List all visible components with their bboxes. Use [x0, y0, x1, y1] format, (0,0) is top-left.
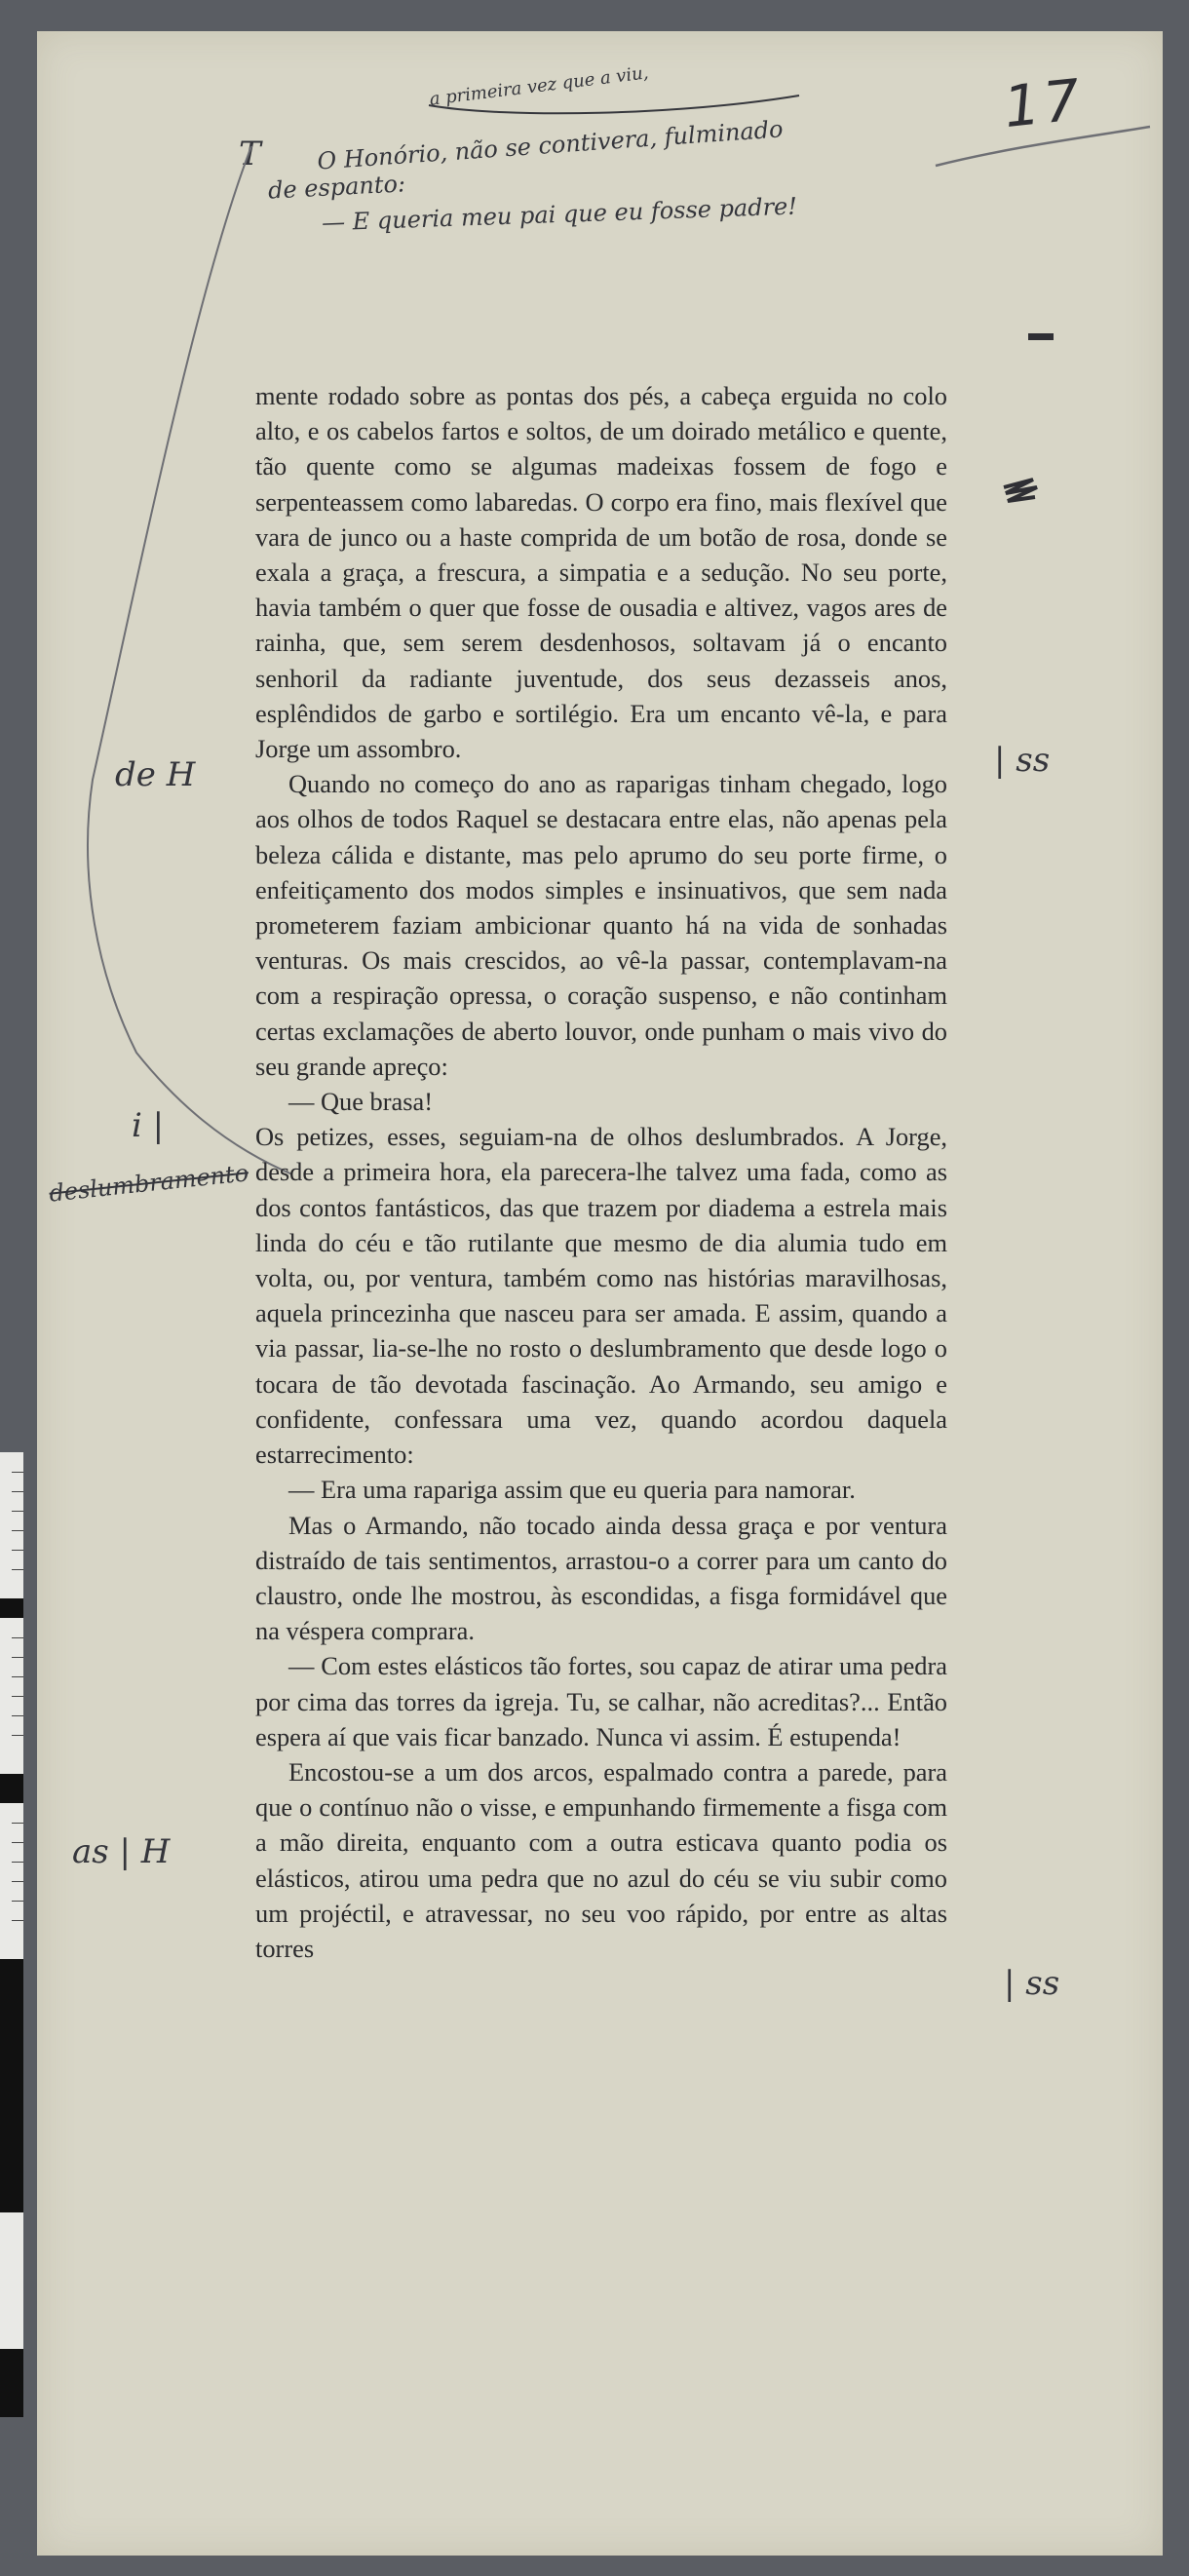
insertion-mark: T [239, 135, 261, 173]
margin-note-struck: deslumbramento [48, 1159, 250, 1208]
margin-note-as-h: as | H [72, 1832, 171, 1871]
margin-note-ss-2: | ss [1004, 1964, 1060, 2003]
margin-dash-mark [1028, 333, 1054, 340]
dialogue-line: — Era uma rapariga assim que eu queria para namorar. [288, 1475, 856, 1505]
insertion-caret [429, 96, 799, 113]
paragraph: mente rodado sobre as pontas dos pés, a cabeça erguida no colo alto, e os cabelos fartos e soltos, de um doirado metálico e quente, tão quente como se algumas madeixas fossem de fogo e serpenteassem como labaredas. O corpo era fino, mais flexível que vara de junco ou a haste comprida de um botão de rosa, donde se exala a graça, a frescura, a simpatia e a sedução. No seu porte, havia também o quer que fosse de ousadia e altivez, vagos ares de rainha, que, sem serem desdenhosos, soltavam já o encanto senhoril da radiante juventude, dos seus dezasseis anos, esplêndidos de garbo e sortilégio. Era um encanto vê-la, e para Jorge um assombro. [255, 381, 947, 764]
folio-number: 17 [1000, 65, 1088, 141]
dialogue-line: — Com estes elásticos tão fortes, sou capaz de atirar uma pedra por cima das torres da igreja. Tu, se calhar, não acreditas?... Então espera aí que vais ficar banzado. Nunca vi assim. É estupenda! [255, 1651, 947, 1751]
insertion-underline-stroke [936, 127, 1150, 166]
insertion-line-3: — E queria meu pai que eu fosse padre! [321, 192, 798, 237]
dialogue-line: — Que brasa! [288, 1087, 434, 1117]
insertion-line-1: O Honório, não se contivera, fulminado [316, 115, 785, 175]
paragraph: Encostou-se a um dos arcos, espalmado contra a parede, para que o contínuo não o visse, e empunhando firmemente a fisga com a mão direita, enquanto com a outra esticava quanto podia os elásticos, atirou uma pedra que no azul do céu se viu subir como um projéctil, e atravessar, no seu voo rápido, por entre as altas torres [255, 1756, 947, 1963]
margin-note-de-h: de H [115, 755, 196, 794]
margin-scribble [1004, 480, 1037, 501]
typeset-text-body [255, 378, 947, 1966]
paragraph: Quando no começo do ano as raparigas tinham chegado, logo aos olhos de todos Raquel se destacara entre elas, não apenas pela beleza cálida e distante, mas pelo aprumo do seu porte firme, o enfeitiçamento dos modos simples e insinuativos, que sem nada prometerem faziam ambicionar quanto há na vida de sonhadas venturas. Os mais crescidos, ao vê-la passar, contemplavam-na com a respiração opressa, o coração suspenso, e não continham certas exclamações de aberto louvor, onde punham o mais vivo do seu grande apreço: [255, 769, 947, 1081]
paragraph: Mas o Armando, não tocado ainda dessa graça e por ventura distraído de tais sentimentos, arrastou-o a correr para um canto do claustro, onde lhe mostrou, às escondidas, a fisga formidável que na véspera comprara. [255, 1510, 947, 1646]
margin-note-ss-1: | ss [994, 741, 1051, 780]
insertion-line-2: de espanto: [267, 170, 406, 205]
paragraph: Os petizes, esses, seguiam-na de olhos deslumbrados. A Jorge, desde a primeira hora, ela parecera-lhe talvez uma fada, como as dos contos fantásticos, das que trazem por diadema a estrela mais linda do céu e tão rutilante que mesmo de dia alumia tudo em volta, ou, por ventura, também como nas histórias maravilhosas, aquela princezinha que nasceu para ser amada. E assim, quando a via passar, lia-se-lhe no rosto o deslumbramento que desde logo o tocara de tão devotada fascinação. Ao Armando, seu amigo e confidente, confessara uma vez, quando acordou daquela estarrecimento: [255, 1122, 947, 1470]
insertion-above-text: a primeira vez que a viu, [428, 62, 650, 110]
margin-note-i: i | [132, 1106, 165, 1145]
